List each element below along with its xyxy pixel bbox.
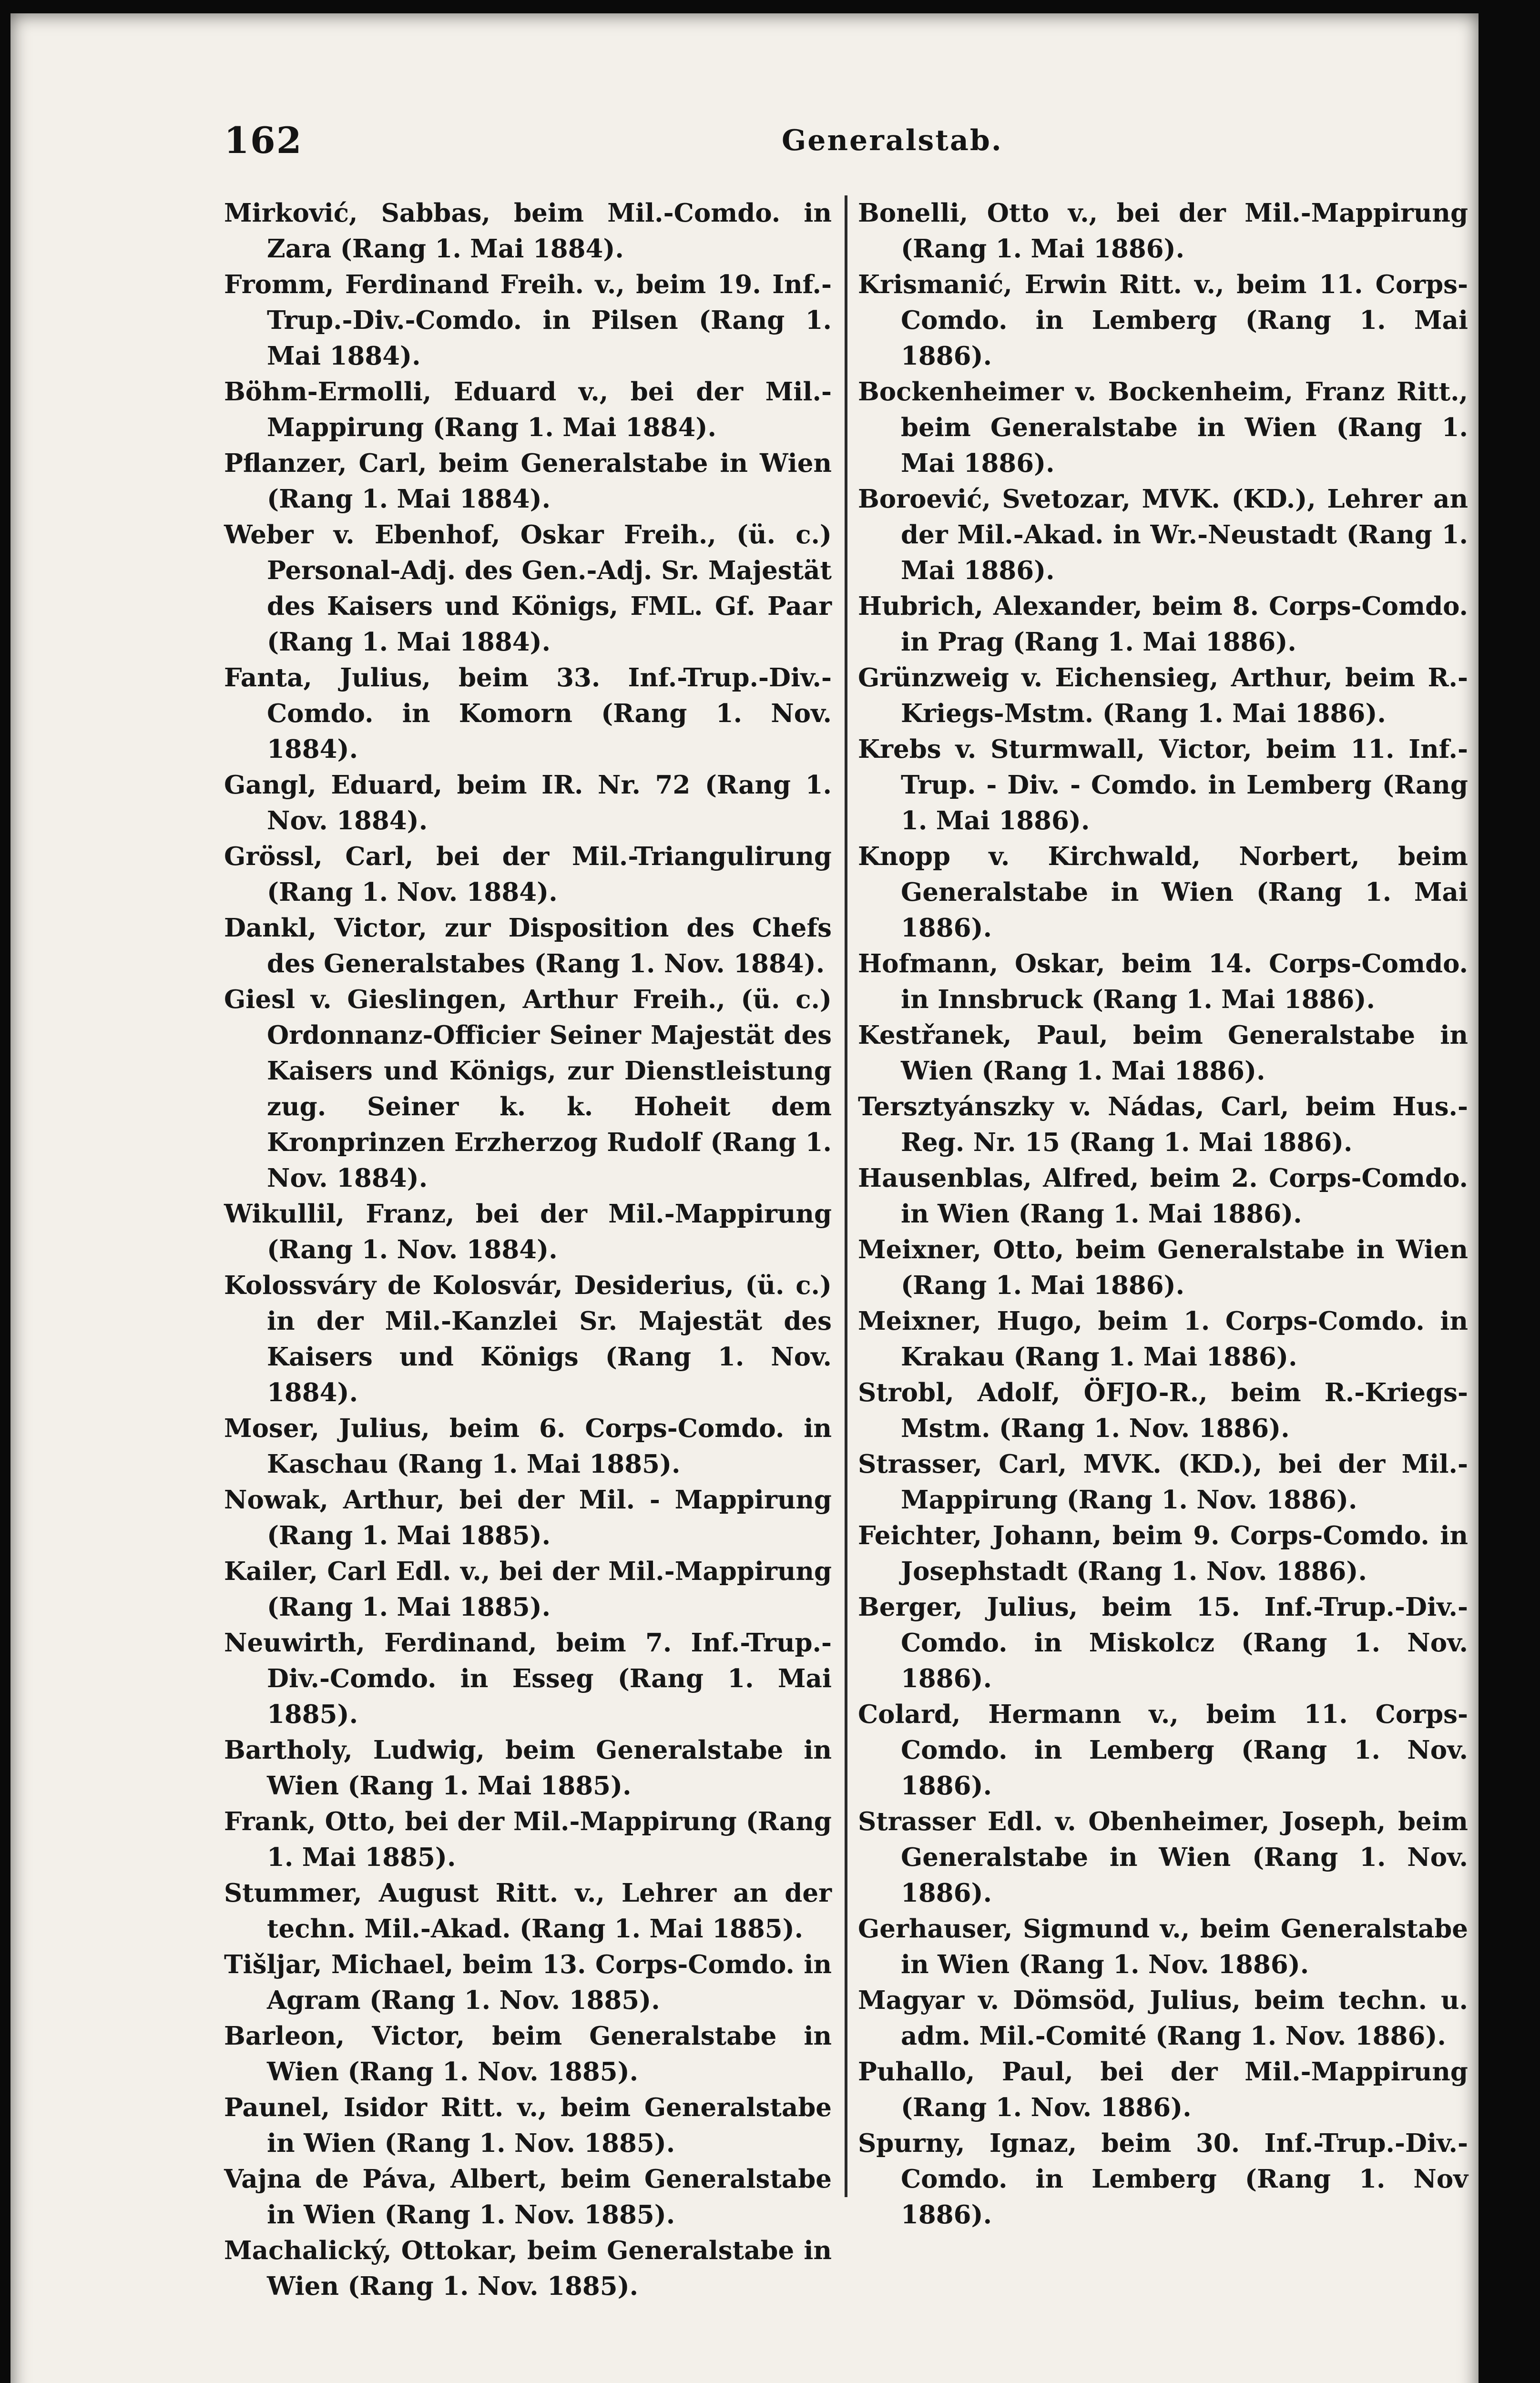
list-item: Bartholy, Ludwig, beim Generalstabe in Wien (Rang 1. Mai 1885). xyxy=(224,1735,832,1801)
page-number: 162 xyxy=(224,119,303,162)
list-item: Mirković, Sabbas, beim Mil.-Comdo. in Zara (Rang 1. Mai 1884). xyxy=(224,198,832,264)
list-item: Hofmann, Oskar, beim 14. Corps-Comdo. in Innsbruck (Rang 1. Mai 1886). xyxy=(858,949,1468,1014)
list-item: Vajna de Páva, Albert, beim Generalstabe in Wien (Rang 1. Nov. 1885). xyxy=(224,2164,832,2230)
list-item: Boroević, Svetozar, MVK. (KD.), Lehrer an der Mil.-Akad. in Wr.-Neustadt (Rang 1. Mai 1886). xyxy=(858,484,1468,585)
list-item: Grünzweig v. Eichensieg, Arthur, beim R.-Kriegs-Mstm. (Rang 1. Mai 1886). xyxy=(858,663,1468,728)
list-item: Strasser Edl. v. Obenheimer, Joseph, beim Generalstabe in Wien (Rang 1. Nov. 1886). xyxy=(858,1807,1468,1908)
left-column xyxy=(224,195,832,2304)
list-item: Machalický, Ottokar, beim Generalstabe in Wien (Rang 1. Nov. 1885). xyxy=(224,2236,832,2301)
list-item: Meixner, Hugo, beim 1. Corps-Comdo. in Krakau (Rang 1. Mai 1886). xyxy=(858,1306,1468,1372)
list-item: Berger, Julius, beim 15. Inf.-Trup.-Div.-Comdo. in Miskolcz (Rang 1. Nov. 1886). xyxy=(858,1592,1468,1693)
list-item: Kestřanek, Paul, beim Generalstabe in Wien (Rang 1. Mai 1886). xyxy=(858,1020,1468,1086)
list-item: Bonelli, Otto v., bei der Mil.-Mappirung (Rang 1. Mai 1886). xyxy=(858,198,1468,264)
list-item: Wikullil, Franz, bei der Mil.-Mappirung (Rang 1. Nov. 1884). xyxy=(224,1199,832,1264)
list-item: Spurny, Ignaz, beim 30. Inf.-Trup.-Div.-Comdo. in Lemberg (Rang 1. Nov 1886). xyxy=(858,2128,1468,2230)
list-item: Paunel, Isidor Ritt. v., beim Generalstabe in Wien (Rang 1. Nov. 1885). xyxy=(224,2093,832,2158)
list-item: Strasser, Carl, MVK. (KD.), bei der Mil.-Mappirung (Rang 1. Nov. 1886). xyxy=(858,1449,1468,1515)
list-item: Puhallo, Paul, bei der Mil.-Mappirung (Rang 1. Nov. 1886). xyxy=(858,2057,1468,2122)
list-item: Magyar v. Dömsöd, Julius, beim techn. u. adm. Mil.-Comité (Rang 1. Nov. 1886). xyxy=(858,1986,1468,2051)
list-item: Knopp v. Kirchwald, Norbert, beim Generalstabe in Wien (Rang 1. Mai 1886). xyxy=(858,842,1468,943)
list-item: Hausenblas, Alfred, beim 2. Corps-Comdo. in Wien (Rang 1. Mai 1886). xyxy=(858,1163,1468,1229)
list-item: Tišljar, Michael, beim 13. Corps-Comdo. in Agram (Rang 1. Nov. 1885). xyxy=(224,1950,832,2015)
list-item: Kailer, Carl Edl. v., bei der Mil.-Mappirung (Rang 1. Mai 1885). xyxy=(224,1557,832,1622)
list-item: Frank, Otto, bei der Mil.-Mappirung (Rang 1. Mai 1885). xyxy=(224,1807,832,1872)
list-item: Tersztyánszky v. Nádas, Carl, beim Hus.-Reg. Nr. 15 (Rang 1. Mai 1886). xyxy=(858,1092,1468,1157)
list-item: Neuwirth, Ferdinand, beim 7. Inf.-Trup.-Div.-Comdo. in Esseg (Rang 1. Mai 1885). xyxy=(224,1628,832,1729)
list-item: Nowak, Arthur, bei der Mil. - Mappirung (Rang 1. Mai 1885). xyxy=(224,1485,832,1550)
page-header xyxy=(224,119,1482,172)
list-item: Gangl, Eduard, beim IR. Nr. 72 (Rang 1. Nov. 1884). xyxy=(224,770,832,835)
list-item: Colard, Hermann v., beim 11. Corps-Comdo. in Lemberg (Rang 1. Nov. 1886). xyxy=(858,1700,1468,1801)
list-item: Dankl, Victor, zur Disposition des Chefs des Generalstabes (Rang 1. Nov. 1884). xyxy=(224,913,832,978)
list-item: Krismanić, Erwin Ritt. v., beim 11. Corps-Comdo. in Lemberg (Rang 1. Mai 1886). xyxy=(858,270,1468,371)
list-item: Grössl, Carl, bei der Mil.-Triangulirung (Rang 1. Nov. 1884). xyxy=(224,842,832,907)
list-item: Strobl, Adolf, ÖFJO-R., beim R.-Kriegs-Mstm. (Rang 1. Nov. 1886). xyxy=(858,1378,1468,1443)
page-title: Generalstab. xyxy=(782,124,1003,157)
list-item: Gerhauser, Sigmund v., beim Generalstabe in Wien (Rang 1. Nov. 1886). xyxy=(858,1914,1468,1979)
list-item: Fanta, Julius, beim 33. Inf.-Trup.-Div.-Comdo. in Komorn (Rang 1. Nov. 1884). xyxy=(224,663,832,764)
column-divider xyxy=(845,195,847,2197)
list-item: Giesl v. Gieslingen, Arthur Freih., (ü. c.) Ordonnanz-Officier Seiner Majestät des Kaisers und Königs, zur Dienstleistung zug. Seiner k. k. Hoheit dem Kronprinzen Erzherzog Rudolf (Rang 1. Nov. 1884). xyxy=(224,985,832,1193)
list-item: Meixner, Otto, beim Generalstabe in Wien (Rang 1. Mai 1886). xyxy=(858,1235,1468,1300)
list-item: Moser, Julius, beim 6. Corps-Comdo. in Kaschau (Rang 1. Mai 1885). xyxy=(224,1414,832,1479)
list-item: Feichter, Johann, beim 9. Corps-Comdo. in Josephstadt (Rang 1. Nov. 1886). xyxy=(858,1521,1468,1586)
list-item: Barleon, Victor, beim Generalstabe in Wien (Rang 1. Nov. 1885). xyxy=(224,2021,832,2087)
list-item: Fromm, Ferdinand Freih. v., beim 19. Inf.-Trup.-Div.-Comdo. in Pilsen (Rang 1. Mai 1884). xyxy=(224,270,832,371)
list-item: Stummer, August Ritt. v., Lehrer an der techn. Mil.-Akad. (Rang 1. Mai 1885). xyxy=(224,1878,832,1944)
list-item: Hubrich, Alexander, beim 8. Corps-Comdo. in Prag (Rang 1. Mai 1886). xyxy=(858,591,1468,657)
list-item: Bockenheimer v. Bockenheim, Franz Ritt., beim Generalstabe in Wien (Rang 1. Mai 1886). xyxy=(858,377,1468,478)
list-item: Böhm-Ermolli, Eduard v., bei der Mil.-Mappirung (Rang 1. Mai 1884). xyxy=(224,377,832,442)
right-column xyxy=(858,195,1468,2233)
list-item: Pflanzer, Carl, beim Generalstabe in Wien (Rang 1. Mai 1884). xyxy=(224,448,832,514)
list-item: Kolossváry de Kolosvár, Desiderius, (ü. c.) in der Mil.-Kanzlei Sr. Majestät des Kaisers und Königs (Rang 1. Nov. 1884). xyxy=(224,1271,832,1407)
list-item: Weber v. Ebenhof, Oskar Freih., (ü. c.) Personal-Adj. des Gen.-Adj. Sr. Majestät des Kaisers und Königs, FML. Gf. Paar (Rang 1. Mai 1884). xyxy=(224,520,832,657)
list-item: Krebs v. Sturmwall, Victor, beim 11. Inf.-Trup. - Div. - Comdo. in Lemberg (Rang 1. Mai 1886). xyxy=(858,734,1468,835)
